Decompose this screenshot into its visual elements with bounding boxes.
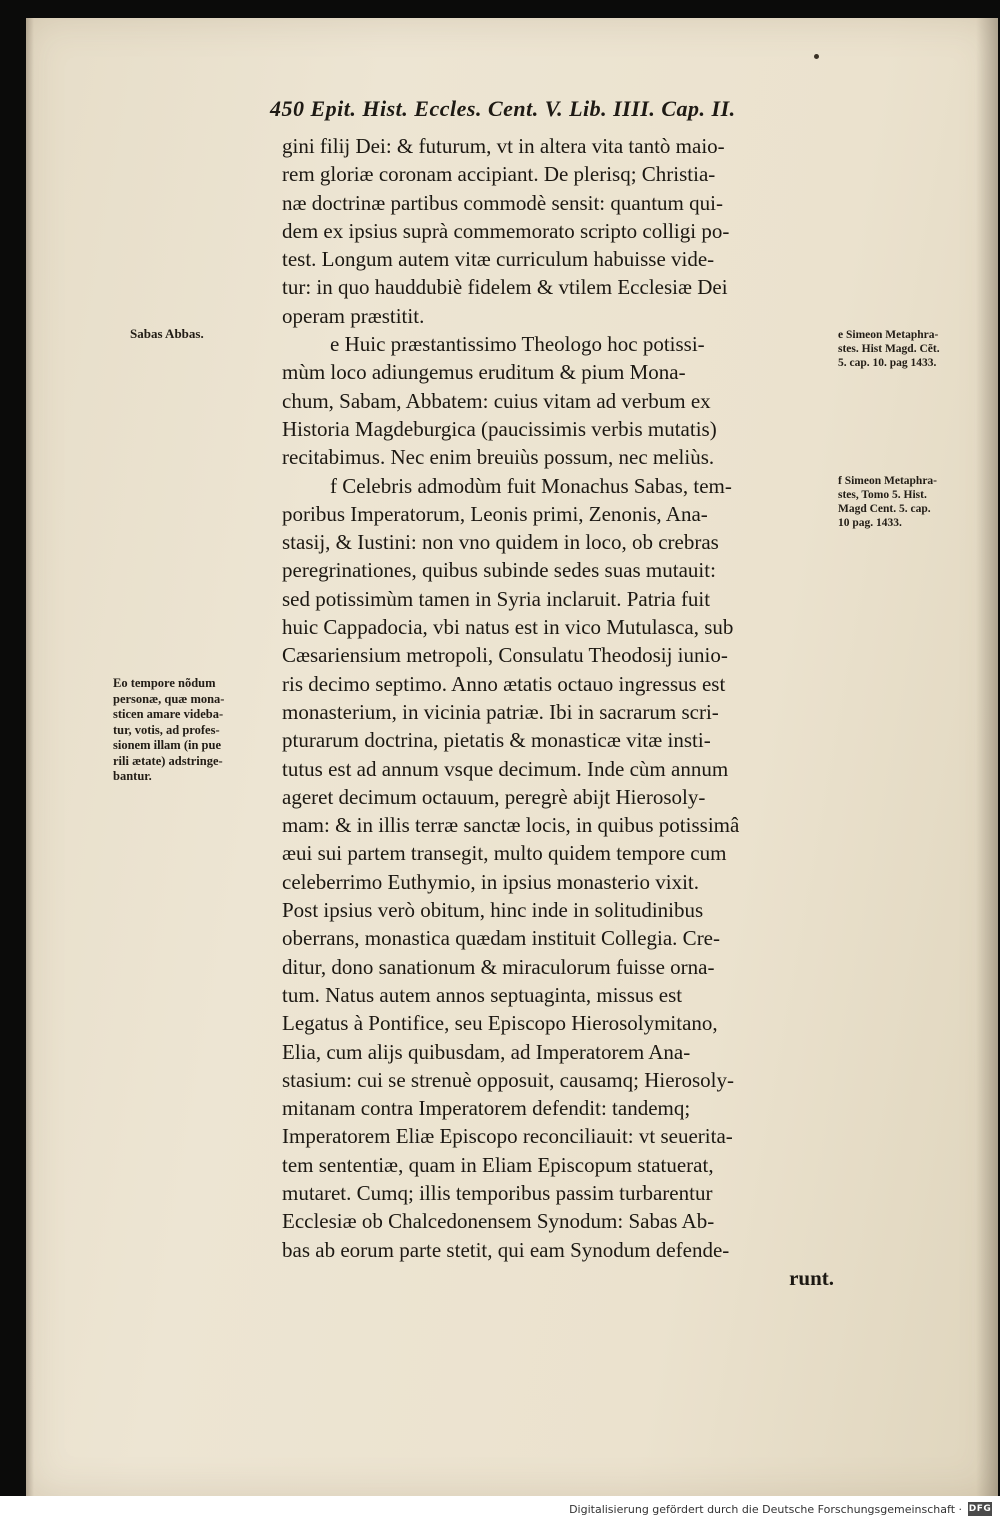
text-line: bas ab eorum parte stetit, qui eam Synodum defende-: [282, 1237, 730, 1262]
text-line: e Huic præstantissimo Theologo hoc potissi-: [330, 332, 705, 357]
reference-line: f Simeon Metaphra-: [838, 475, 938, 487]
text-line: Imperatorem Eliæ Episcopo reconciliauit: vt seuerita-: [282, 1124, 733, 1149]
text-line: tur: in quo hauddubiè fidelem & vtilem Ecclesiæ Dei: [282, 275, 728, 300]
marginal-note-line: personæ, quæ mona-: [113, 691, 225, 706]
running-head: 450 Epit. Hist. Eccles. Cent. V. Lib. IIII. Cap. II.: [270, 96, 736, 121]
text-line: Post ipsius verò obitum, hinc inde in solitudinibus: [282, 898, 704, 923]
marginal-note-line: tur, votis, ad profes-: [113, 722, 220, 737]
text-line: pturarum doctrina, pietatis & monasticæ vitæ insti-: [282, 728, 711, 753]
text-line: Elia, cum alijs quibusdam, ad Imperatorem Ana-: [282, 1039, 691, 1064]
text-line: operam præstitit.: [282, 303, 425, 328]
text-line: tem sententiæ, quam in Eliam Episcopum statuerat,: [282, 1152, 714, 1177]
text-line: mutaret. Cumq; illis temporibus passim turbarentur: [282, 1180, 713, 1205]
text-line: Historia Magdeburgica (paucissimis verbis mutatis): [282, 416, 717, 441]
dfg-logo: DFG: [968, 1504, 992, 1514]
text-line: peregrinationes, quibus subinde sedes suas mutauit:: [282, 558, 716, 583]
footer-bar: [0, 1496, 1000, 1524]
marginal-note-line: Eo tempore nõdum: [113, 676, 216, 690]
marginal-note-line: sticen amare videba-: [113, 707, 224, 721]
text-line: test. Longum autem vitæ curriculum habuisse vide-: [282, 247, 715, 272]
text-line: poribus Imperatorum, Leonis primi, Zenonis, Ana-: [282, 501, 708, 526]
marginal-note-line: bantur.: [113, 769, 152, 783]
reference-line: e Simeon Metaphra-: [838, 329, 939, 341]
text-line: ditur, dono sanationum & miraculorum fuisse orna-: [282, 954, 715, 979]
text-line: tutus est ad annum vsque decimum. Inde cùm annum: [282, 756, 729, 781]
text-line: næ doctrinæ partibus commodè sensit: quantum qui-: [282, 190, 723, 215]
text-line: celeberrimo Euthymio, in ipsius monasterio vixit.: [282, 869, 700, 894]
marginal-note-left: [113, 676, 278, 785]
text-line: huic Cappadocia, vbi natus est in vico Mutulasca, sub: [282, 615, 734, 640]
text-line: gini filij Dei: & futurum, vt in altera vita tantò maio-: [282, 134, 725, 158]
marginal-note-line: rili ætate) adstringe-: [113, 753, 223, 768]
text-line: dem ex ipsius suprà commemorato scripto colligi po-: [282, 218, 730, 243]
marginal-reference-e: [838, 328, 988, 370]
text-line: runt.: [789, 1265, 834, 1290]
reference-line: stes, Tomo 5. Hist.: [838, 489, 927, 501]
marginal-heading-sabas: Sabas Abbas.: [130, 326, 204, 341]
marginal-note-line: sionem illam (in pue: [113, 738, 221, 752]
text-line: Cæsariensium metropoli, Consulatu Theodosij iunio-: [282, 643, 728, 668]
body-text: [282, 132, 834, 1292]
text-line: Ecclesiæ ob Chalcedonensem Synodum: Sabas Ab-: [282, 1209, 715, 1234]
text-line: sed potissimùm tamen in Syria inclaruit. Patria fuit: [282, 586, 711, 611]
text-line: ris decimo septimo. Anno ætatis octauo ingressus est: [282, 671, 726, 696]
text-line: æui sui partem transegit, multo quidem tempore cum: [282, 841, 727, 866]
reference-line: stes. Hist Magd. Cẽt.: [838, 343, 940, 355]
reference-line: 5. cap. 10. pag 1433.: [838, 357, 937, 369]
text-line: mùm loco adiungemus eruditum & pium Mona-: [282, 360, 686, 385]
marginal-reference-f: [838, 474, 988, 530]
text-line: monasterium, in vicinia patriæ. Ibi in sacrarum scri-: [282, 699, 719, 724]
text-line: stasij, & Iustini: non vno quidem in loco, ob crebras: [282, 530, 719, 555]
text-line: stasium: cui se strenuè opposuit, causamq; Hierosoly-: [282, 1067, 735, 1092]
text-line: ageret decimum octauum, peregrè abijt Hierosoly-: [282, 784, 706, 809]
text-line: tum. Natus autem annos septuaginta, missus est: [282, 982, 683, 1007]
text-line: f Celebris admodùm fuit Monachus Sabas, tem-: [330, 473, 732, 498]
text-line: Legatus à Pontifice, seu Episcopo Hierosolymitano,: [282, 1011, 718, 1036]
text-line: recitabimus. Nec enim breuiùs possum, nec meliùs.: [282, 445, 715, 470]
ink-dot: [814, 54, 819, 59]
funding-notice: Digitalisierung gefördert durch die Deutsche Forschungsgemeinschaft ·: [569, 1503, 962, 1516]
reference-line: 10 pag. 1433.: [838, 517, 902, 529]
text-line: mitanam contra Imperatorem defendit: tandemq;: [282, 1096, 691, 1121]
text-line: oberrans, monastica quædam instituit Collegia. Cre-: [282, 926, 720, 951]
text-line: rem gloriæ coronam accipiant. De plerisq; Christia-: [282, 162, 716, 187]
text-line: mam: & in illis terræ sanctæ locis, in quibus potissimâ: [282, 813, 740, 838]
page-gutter-shadow: [26, 18, 34, 1496]
reference-line: Magd Cent. 5. cap.: [838, 503, 931, 515]
page-edge-shadow: [976, 18, 998, 1496]
text-line: chum, Sabam, Abbatem: cuius vitam ad verbum ex: [282, 388, 711, 413]
